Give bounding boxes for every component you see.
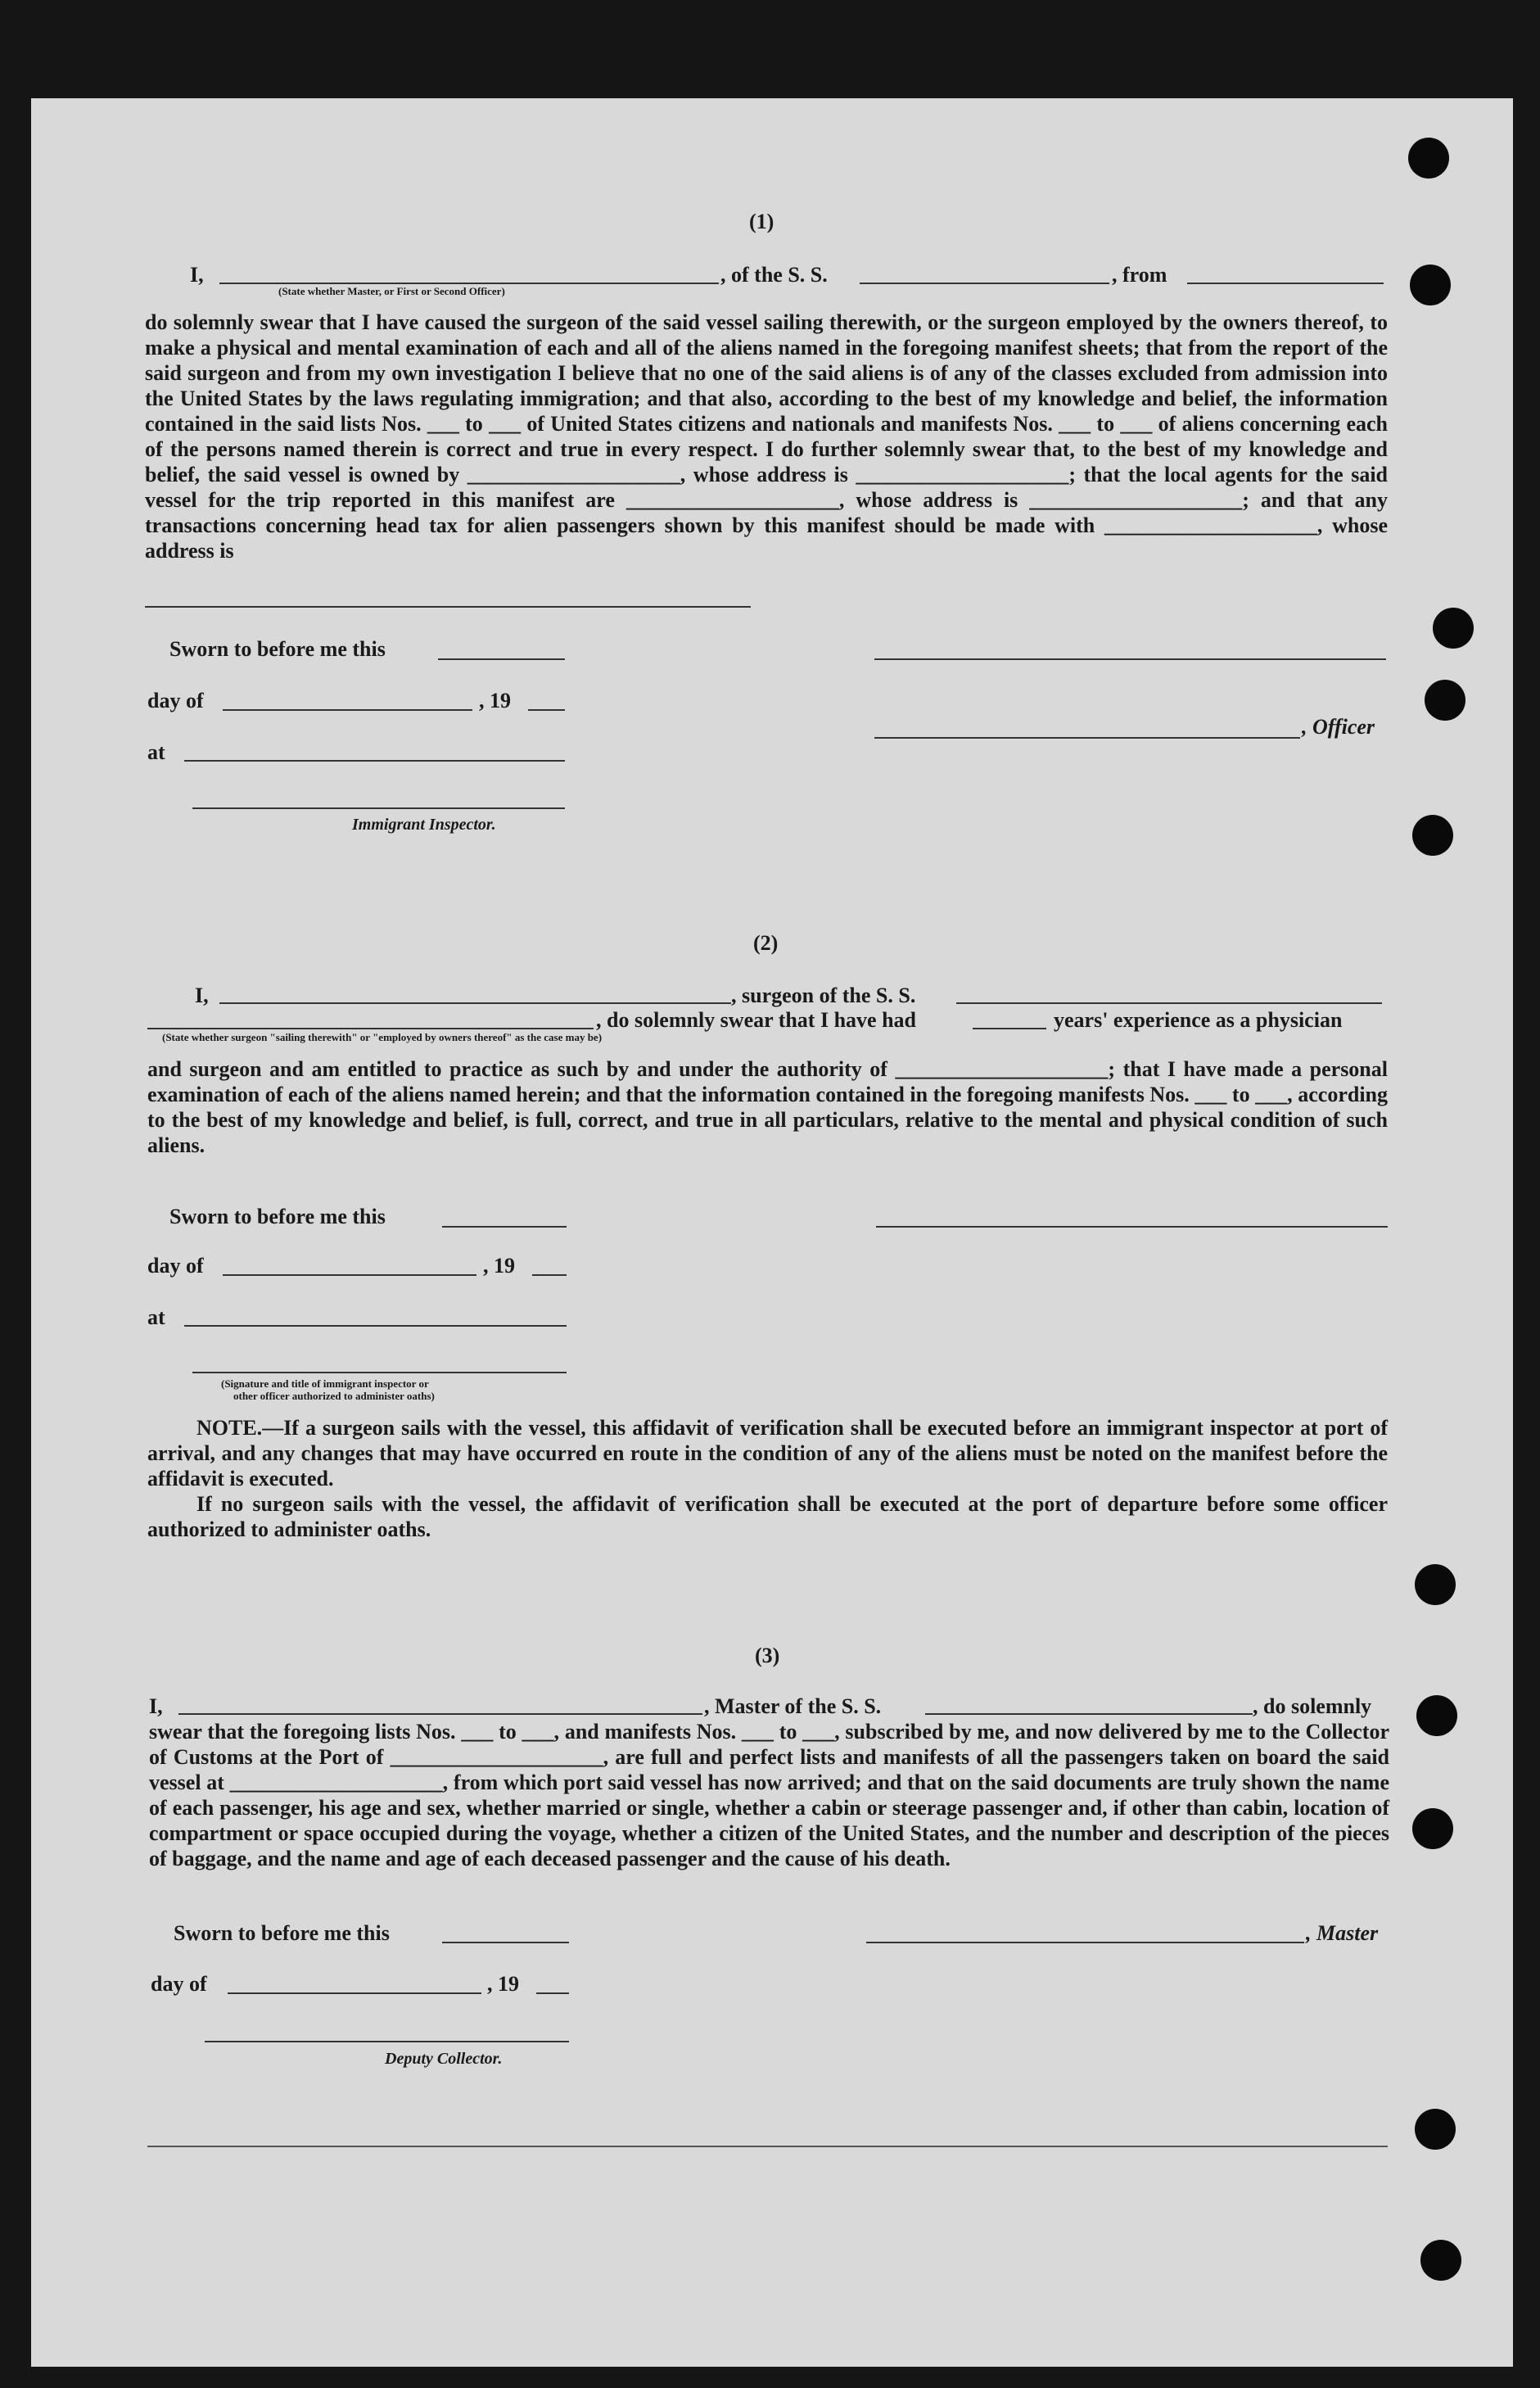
s2-note2: If no surgeon sails with the vessel, the affidavit of verification shall be executed at the port of departure before some officer authorized to administer oaths. bbox=[147, 1492, 1388, 1541]
s3-line-end: , do solemnly bbox=[1253, 1694, 1372, 1718]
s2-surgeon-status-field[interactable] bbox=[147, 1028, 594, 1029]
s1-officer-field[interactable] bbox=[219, 283, 719, 284]
s2-inspector-sign-field[interactable] bbox=[192, 1372, 567, 1373]
s1-officer-label: , Officer bbox=[1302, 715, 1375, 739]
s2-line2-end: , do solemnly swear that I have had bbox=[596, 1008, 917, 1032]
s2-day-of-label: day of bbox=[147, 1254, 204, 1278]
s2-year-field[interactable] bbox=[532, 1274, 567, 1276]
s3-collector-sign-field[interactable] bbox=[205, 2041, 569, 2042]
s1-line-from: , from bbox=[1112, 263, 1167, 287]
s2-day-field[interactable] bbox=[223, 1274, 476, 1276]
s2-sworn-field[interactable] bbox=[442, 1226, 567, 1228]
s1-year-label: , 19 bbox=[479, 689, 511, 712]
s3-vessel-field[interactable] bbox=[925, 1713, 1253, 1715]
s1-body: do solemnly swear that I have caused the surgeon of the said vessel sailing therewith, or the surgeon employed by the owners thereof, to make a physical and mental examination of each and all of the aliens named in the foregoing manifest sheets; that from the report of the said surgeon and from my own investigation I believe that no one of the said aliens is of any of the classes excluded from admission into the United States by the laws regulating immigration; and that also, according to the best of my knowledge and belief, the information contained in the said lists Nos. ___ to ___ of United States citizens and nationals and manifests Nos. ___ to ___ of aliens concerning each of the persons named therein is correct and true in every respect. I do further solemnly swear that, to the best of my knowledge and belief, the said vessel is owned by ____________________, whose address is ____________________; that the local agents for the said vessel for the trip reported in this manifest are ____________________, whose address is ____________________; and that any transactions concerning head tax for alien passengers shown by this manifest should be made with ____________________, whose address is bbox=[145, 310, 1388, 563]
s3-line-mid: , Master of the S. S. bbox=[704, 1694, 882, 1718]
s3-sworn-field[interactable] bbox=[442, 1942, 569, 1943]
s1-inspector-label: Immigrant Inspector. bbox=[352, 816, 496, 834]
punch-hole bbox=[1412, 1808, 1453, 1849]
s3-day-field[interactable] bbox=[228, 1992, 481, 1994]
s2-years-field[interactable] bbox=[973, 1028, 1046, 1029]
s2-signature-line[interactable] bbox=[876, 1226, 1388, 1228]
s2-line-mid: , surgeon of the S. S. bbox=[731, 984, 916, 1007]
s3-body: swear that the foregoing lists Nos. ___ to ___, and manifests Nos. ___ to ___, subscribed by me, and now delivered by me to the Collector of Customs at the Port of ____________________, are full and perfect lists and manifests of all the passengers taken on board the said vessel at ____________________, from which port said vessel has now arrived; and that on the said documents are truly shown the name of each passenger, his age and sex, whether married or single, whether a cabin or steerage passenger and, if other than cabin, location of compartment or space occupied during the voyage, whether a citizen of the United States, and the number and description of the pieces of baggage, and the name and age of each deceased passenger and the cause of his death. bbox=[149, 1720, 1389, 1870]
s1-day-field[interactable] bbox=[223, 709, 472, 711]
s1-address-continuation-field[interactable] bbox=[145, 606, 751, 608]
s2-line-start: I, bbox=[195, 984, 209, 1007]
punch-hole bbox=[1425, 680, 1465, 721]
s2-sworn-label: Sworn to before me this bbox=[169, 1205, 386, 1228]
section-2-number: (2) bbox=[753, 931, 779, 955]
punch-hole bbox=[1408, 138, 1449, 179]
s1-at-field[interactable] bbox=[184, 760, 565, 762]
s2-years-label: years' experience as a physician bbox=[1054, 1008, 1343, 1032]
bleed-through-text bbox=[196, 168, 770, 233]
s1-line-mid: , of the S. S. bbox=[720, 263, 828, 287]
section-1-number: (1) bbox=[749, 210, 775, 233]
section-3-number: (3) bbox=[755, 1644, 780, 1667]
s1-sworn-label: Sworn to before me this bbox=[169, 637, 386, 661]
bottom-rule bbox=[147, 2146, 1388, 2147]
s1-line-start: I, bbox=[190, 263, 204, 287]
s1-inspector-sign-field[interactable] bbox=[192, 807, 565, 809]
punch-hole bbox=[1415, 2109, 1456, 2150]
s3-sworn-label: Sworn to before me this bbox=[174, 1921, 390, 1945]
s3-day-of-label: day of bbox=[151, 1972, 207, 1996]
s2-sig-hint-2: other officer authorized to administer oaths) bbox=[233, 1390, 435, 1402]
s1-officer-hint: (State whether Master, or First or Second Officer) bbox=[278, 285, 505, 297]
punch-hole bbox=[1410, 265, 1451, 305]
s3-year-label: , 19 bbox=[487, 1972, 519, 1996]
s1-day-of-label: day of bbox=[147, 689, 204, 712]
s2-at-field[interactable] bbox=[184, 1325, 567, 1327]
s3-collector-label: Deputy Collector. bbox=[385, 2050, 503, 2068]
s2-note bbox=[147, 1415, 1388, 1491]
s1-sworn-field[interactable] bbox=[438, 658, 565, 660]
s3-year-field[interactable] bbox=[536, 1992, 569, 1994]
s2-year-label: , 19 bbox=[483, 1254, 515, 1278]
s3-master-name-field[interactable] bbox=[178, 1713, 702, 1715]
s1-at-label: at bbox=[147, 740, 165, 764]
s2-surgeon-hint: (State whether surgeon "sailing therewith" or "employed by owners thereof" as the case may be) bbox=[162, 1031, 603, 1043]
s1-year-field[interactable] bbox=[528, 709, 565, 711]
s1-signature-line[interactable] bbox=[874, 658, 1386, 660]
punch-hole bbox=[1415, 1564, 1456, 1605]
s3-master-label: , Master bbox=[1306, 1921, 1379, 1945]
s2-vessel-field[interactable] bbox=[956, 1002, 1382, 1004]
s2-sig-hint-1: (Signature and title of immigrant inspector or bbox=[221, 1377, 429, 1390]
s3-line-start: I, bbox=[149, 1694, 163, 1718]
punch-hole bbox=[1412, 815, 1453, 856]
punch-hole bbox=[1416, 1695, 1457, 1736]
punch-hole bbox=[1433, 608, 1474, 649]
s1-officer-sign-field[interactable] bbox=[874, 737, 1300, 739]
s2-body: and surgeon and am entitled to practice as such by and under the authority of ____________________; that I have made a personal examination of each of the aliens named herein; and that the information contained in the foregoing manifests Nos. ___ to ___, according to the best of my knowledge and belief, is full, correct, and true in all particulars, relative to the mental and physical condition of such aliens. bbox=[147, 1057, 1388, 1157]
s2-at-label: at bbox=[147, 1305, 165, 1329]
s2-note-text: —If a surgeon sails with the vessel, this affidavit of verification shall be executed before an immigrant inspector at port of arrival, and any changes that may have occurred en route in the condition of any of the aliens must be noted on the manifest before the affidavit is executed. bbox=[147, 1416, 1388, 1490]
s3-master-sign-field[interactable] bbox=[866, 1942, 1304, 1943]
s2-surgeon-name-field[interactable] bbox=[219, 1002, 731, 1004]
s2-note-label: NOTE. bbox=[196, 1416, 263, 1440]
punch-hole bbox=[1420, 2240, 1461, 2281]
s1-vessel-field[interactable] bbox=[860, 283, 1109, 284]
s1-from-field[interactable] bbox=[1187, 283, 1384, 284]
